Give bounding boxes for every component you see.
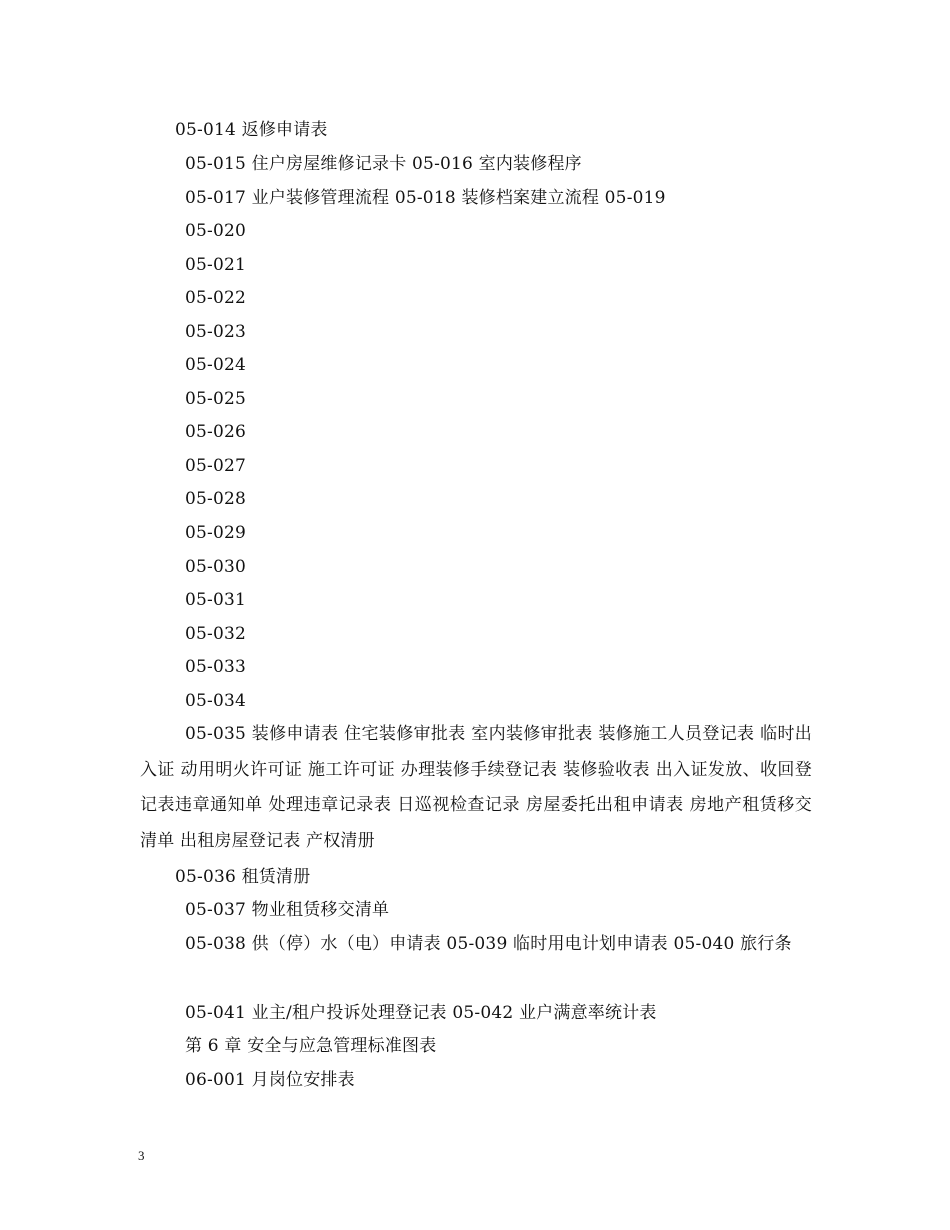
list-item-05-029: 05-029 — [185, 523, 247, 543]
list-item-05-023: 05-023 — [185, 322, 247, 342]
list-item-05-032: 05-032 — [185, 624, 247, 644]
page-number: 3 — [138, 1148, 145, 1163]
list-item-05-015: 05-015 住户房屋维修记录卡 05-016 室内装修程序 — [185, 154, 582, 174]
list-item-05-017: 05-017 业户装修管理流程 05-018 装修档案建立流程 05-019 — [185, 188, 666, 208]
list-item-05-031: 05-031 — [185, 590, 247, 610]
list-item-05-014: 05-014 返修申请表 — [175, 120, 328, 140]
list-item-05-022: 05-022 — [185, 288, 247, 308]
list-item-05-025: 05-025 — [185, 389, 247, 409]
list-item-05-041: 05-041 业主/租户投诉处理登记表 05-042 业户满意率统计表 — [185, 1003, 657, 1023]
list-item-05-033: 05-033 — [185, 657, 247, 677]
list-item-06-001: 06-001 月岗位安排表 — [185, 1070, 355, 1090]
chapter-6-heading: 第 6 章 安全与应急管理标准图表 — [185, 1036, 437, 1056]
paragraph-05-038: 05-038 供（停）水（电）申请表 05-039 临时用电计划申请表 05-040 旅行条 — [185, 934, 792, 954]
list-item-05-021: 05-021 — [185, 255, 247, 275]
list-item-05-020: 05-020 — [185, 221, 247, 241]
list-item-05-026: 05-026 — [185, 422, 247, 442]
list-item-05-024: 05-024 — [185, 355, 247, 375]
list-item-05-030: 05-030 — [185, 557, 247, 577]
list-item-05-027: 05-027 — [185, 456, 247, 476]
list-item-05-037: 05-037 物业租赁移交清单 — [185, 900, 390, 920]
list-item-05-036: 05-036 租赁清册 — [175, 867, 311, 887]
list-item-05-034: 05-034 — [185, 691, 247, 711]
paragraph-05-035: 05-035 装修申请表 住宅装修审批表 室内装修审批表 装修施工人员登记表 临时出入证 动用明火许可证 施工许可证 办理装修手续登记表 装修验收表 出入证发放、收回登记表违章通知单 处理违章记录表 日巡视检查记录 房屋委托出租申请表 房地产租赁移交清单 出租房屋登记表 产权清册 — [140, 724, 812, 851]
list-item-05-028: 05-028 — [185, 489, 247, 509]
